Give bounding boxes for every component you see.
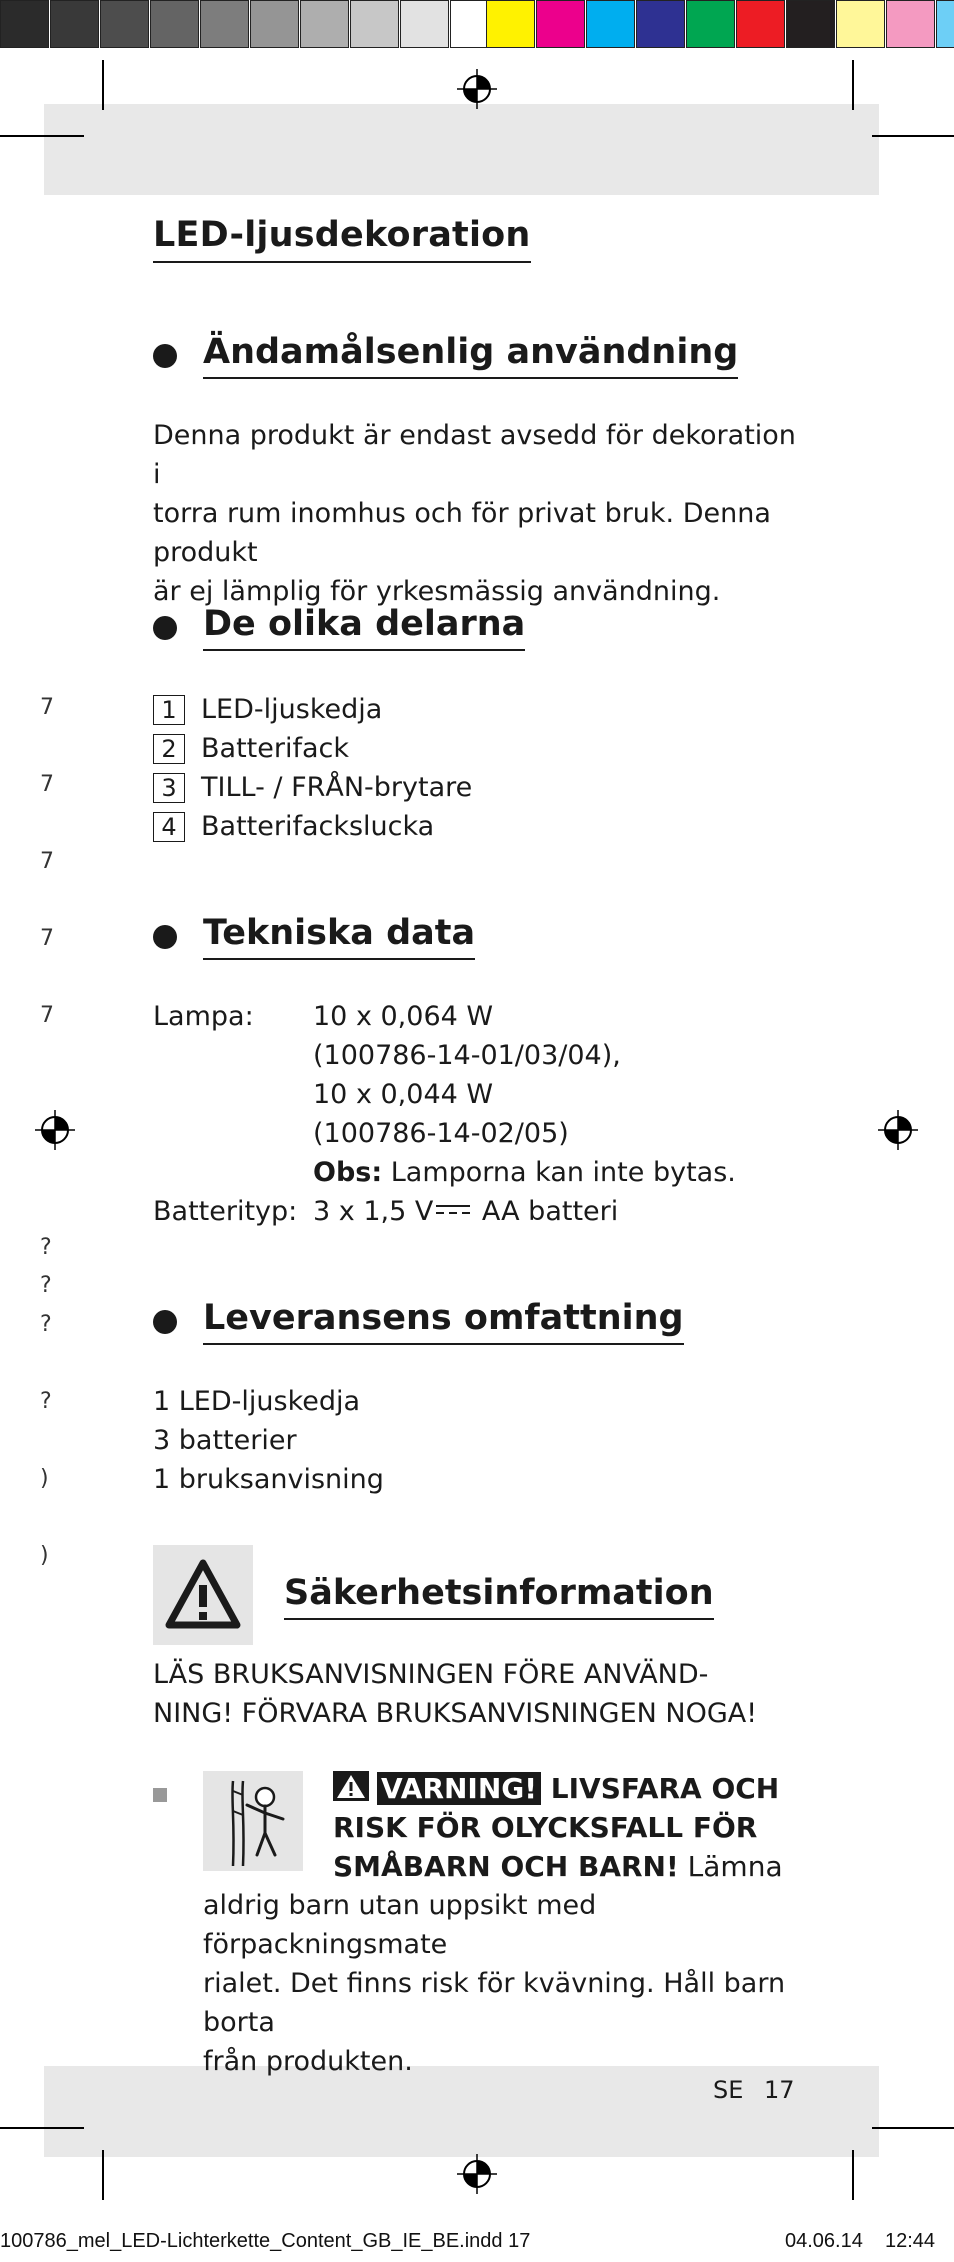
gray-swatch — [250, 0, 299, 48]
color-swatch — [736, 0, 785, 48]
gray-swatch — [300, 0, 349, 48]
crop-mark — [0, 135, 84, 137]
gray-swatch — [350, 0, 399, 48]
list-item: 1 LED-ljuskedja — [153, 690, 472, 729]
margin-mark: 7 — [40, 926, 54, 951]
color-swatch — [836, 0, 885, 48]
gray-swatch — [150, 0, 199, 48]
gray-swatch — [100, 0, 149, 48]
warning-body-text: aldrig barn utan uppsikt med förpackningsmate rialet. Det finns risk för kvävning. Håll barn borta från produkten. — [203, 1890, 786, 2077]
direct-current-icon — [435, 1202, 471, 1218]
tech-data-table — [153, 997, 736, 1231]
color-swatch — [936, 0, 954, 48]
color-swatch — [536, 0, 585, 48]
delivery-list — [153, 1382, 803, 1499]
slug-filename: 100786_mel_LED-Lichterkette_Content_GB_IE_BE.indd 17 — [0, 2230, 531, 2252]
margin-mark: 7 — [40, 1003, 54, 1028]
page-number: 17 — [764, 2076, 795, 2104]
margin-mark: ? — [40, 1312, 52, 1337]
gray-swatch — [400, 0, 449, 48]
battery-label: Batterityp: — [153, 1196, 298, 1227]
section-heading-tech-data: Tekniska data — [153, 913, 475, 960]
crop-mark — [852, 60, 854, 110]
warning-triangle-icon — [153, 1545, 253, 1645]
color-swatch — [586, 0, 635, 48]
crop-mark — [102, 2150, 104, 2200]
crop-mark — [872, 135, 954, 137]
section-heading-parts: De olika delarna — [153, 604, 525, 651]
margin-mark: ? — [40, 1235, 52, 1260]
margin-mark: 7 — [40, 849, 54, 874]
bullet-dot-icon — [153, 1310, 177, 1334]
list-item: 4 Batterifackslucka — [153, 807, 472, 846]
table-row — [153, 997, 736, 1192]
bullet-dot-icon — [153, 616, 177, 640]
table-row — [153, 1192, 736, 1231]
registration-mark-icon — [457, 69, 497, 109]
crop-mark — [0, 2127, 84, 2129]
read-instructions-notice: LÄS BRUKSANVISNINGEN FÖRE ANVÄND- NING! FÖRVARA BRUKSANVISNINGEN NOGA! — [153, 1659, 758, 1729]
margin-mark: 7 — [40, 695, 54, 720]
margin-mark: ? — [40, 1273, 52, 1298]
lamp-value: 10 x 0,064 W (100786-14-01/03/04), 10 x 0,044 W (100786-14-02/05) Obs: Lamporna kan inte bytas. — [313, 1001, 736, 1188]
header-band — [44, 104, 879, 195]
registration-mark-icon — [878, 1110, 918, 1150]
warning-triangle-icon — [333, 1771, 369, 1801]
page-title: LED-ljusdekoration — [153, 215, 531, 263]
margin-mark: ) — [40, 1466, 49, 1491]
list-item: 3 TILL- / FRÅN-brytare — [153, 768, 472, 807]
gray-swatch — [0, 0, 49, 48]
list-item: 1 bruksanvisning — [153, 1464, 384, 1495]
color-swatch — [786, 0, 835, 48]
registration-mark-icon — [457, 2154, 497, 2194]
registration-mark-icon — [35, 1110, 75, 1150]
square-bullet-icon — [153, 1788, 167, 1802]
color-swatch — [886, 0, 935, 48]
section-heading-delivery: Leveransens omfattning — [153, 1298, 684, 1345]
slug-date: 04.06.14 — [785, 2230, 863, 2252]
color-swatch — [636, 0, 685, 48]
gray-swatch — [200, 0, 249, 48]
warning-label: VARNING! — [377, 1772, 541, 1805]
section-heading-intended-use: Ändamålsenlig användning — [153, 332, 738, 379]
part-number-box: 3 — [153, 773, 185, 803]
crop-mark — [872, 2127, 954, 2129]
bullet-dot-icon — [153, 925, 177, 949]
section-heading-safety: Säkerhetsinformation — [284, 1573, 714, 1620]
lamp-label: Lampa: — [153, 1001, 254, 1032]
crop-mark — [852, 2150, 854, 2200]
color-swatch — [486, 0, 535, 48]
bullet-dot-icon — [153, 344, 177, 368]
crop-mark — [102, 60, 104, 110]
intended-use-paragraph: Denna produkt är endast avsedd för dekoration i torra rum inomhus och för privat bruk. Denna produkt är ej lämplig för yrkesmässig användning. — [153, 420, 796, 607]
battery-value: 3 x 1,5 V AA batteri — [313, 1196, 619, 1227]
color-swatch — [686, 0, 735, 48]
part-number-box: 2 — [153, 734, 185, 764]
child-hazard-icon — [203, 1771, 303, 1871]
margin-mark: 7 — [40, 772, 54, 797]
footer-language: SE — [713, 2076, 744, 2104]
gray-swatch — [50, 0, 99, 48]
part-number-box: 4 — [153, 812, 185, 842]
list-item: 3 batterier — [153, 1425, 297, 1456]
slug-time: 12:44 — [885, 2230, 936, 2252]
list-item: 1 LED-ljuskedja — [153, 1386, 361, 1417]
warning-triangle-box — [153, 1545, 253, 1645]
warning-heading: VARNING! LIVSFARA OCH RISK FÖR OLYCKSFALL FÖR SMÅBARN OCH BARN! Lämna — [333, 1772, 783, 1883]
margin-mark: ? — [40, 1389, 52, 1414]
parts-list — [153, 690, 472, 846]
process-color-bar — [486, 0, 954, 50]
list-item: 2 Batterifack — [153, 729, 472, 768]
grayscale-color-bar — [0, 0, 500, 50]
margin-mark: ) — [40, 1543, 49, 1568]
part-number-box: 1 — [153, 695, 185, 725]
